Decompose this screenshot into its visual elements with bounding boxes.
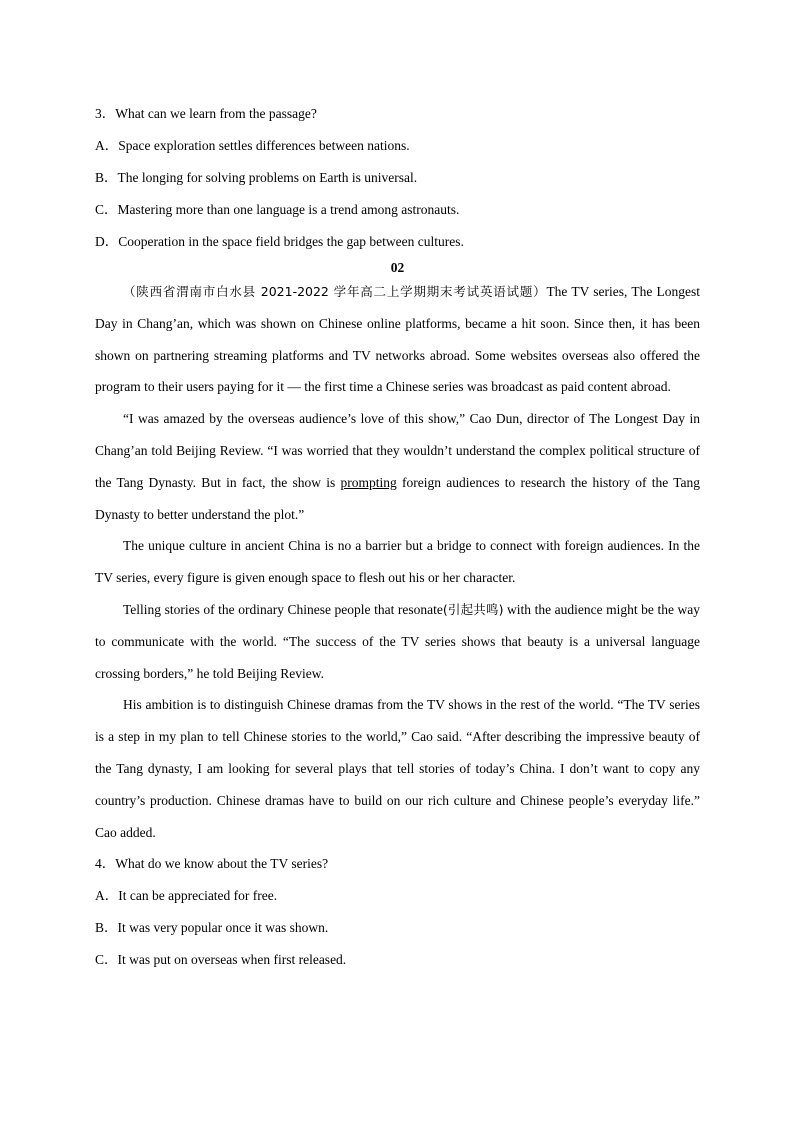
question-4-stem: 4．What do we know about the TV series? — [95, 856, 329, 872]
question-4-option-a: A．It can be appreciated for free. — [95, 888, 278, 904]
question-3-stem: 3．What can we learn from the passage? — [95, 106, 317, 121]
passage-paragraph-2-before: “I was amazed by the overseas audience’s love of this show,” Cao Dun, director of The Longest Day in Chang’an told Beijing Review. “I was worried that they wouldn’t understand the complex political structure of the Tang Dynasty. But in fact, the show is — [95, 411, 700, 490]
question-4-option-c: C．It was put on overseas when first released. — [95, 952, 347, 968]
underlined-word: prompting — [340, 474, 397, 490]
question-4-option-b: B．It was very popular once it was shown. — [95, 920, 329, 936]
passage-paragraph-4 — [95, 594, 700, 689]
question-3-option-d: D．Cooperation in the space field bridges the gap between cultures. — [95, 234, 464, 249]
passage-paragraph-3: The unique culture in ancient China is no a barrier but a bridge to connect with foreign audiences. In the TV series, every figure is given enough space to flesh out his or her character. — [95, 538, 700, 586]
passage-source: （陕西省渭南市白水县 2021-2022 学年高二上学期期末考试英语试题） — [123, 284, 547, 299]
passage-paragraph-2 — [95, 403, 700, 530]
question-3-option-b: B．The longing for solving problems on Earth is universal. — [95, 170, 418, 185]
question-3-option-c: C．Mastering more than one language is a trend among astronauts. — [95, 202, 460, 217]
passage-paragraph-2-after: foreign audiences to research the history of the Tang Dynasty to better understand the plot.” — [95, 474, 701, 522]
passage-paragraph-4-after: with the audience might be the way to communicate with the world. “The success of the TV series shows that beauty is a universal language crossing borders,” he told Beijing Review. — [95, 601, 700, 681]
question-3-option-a: A．Space exploration settles differences between nations. — [95, 138, 410, 153]
passage-number: 02 — [390, 260, 405, 275]
passage-paragraph-5: His ambition is to distinguish Chinese dramas from the TV shows in the rest of the world. “The TV series is a step in my plan to tell Chinese stories to the world,” Cao said. “After describing the impressive beauty of the Tang dynasty, I am looking for several plays that tell stories of today’s China. I don’t want to copy any country’s production. Chinese dramas have to build on our rich culture and Chinese people’s everyday life.” Cao added. — [95, 697, 700, 840]
document-page — [95, 98, 700, 976]
passage-paragraph-1 — [95, 276, 700, 403]
passage-paragraph-1-text: The TV series, The Longest Day in Chang’an, which was shown on Chinese online platforms, became a hit soon. Since then, it has been shown on partnering streaming platforms and TV networks abroad. Some websites overseas also offered the program to their users paying for it — the first time a Chinese series was broadcast as paid content abroad. — [95, 284, 700, 395]
chinese-gloss: (引起共鸣) — [442, 601, 504, 617]
passage-paragraph-4-before: Telling stories of the ordinary Chinese people that resonate — [123, 601, 443, 617]
